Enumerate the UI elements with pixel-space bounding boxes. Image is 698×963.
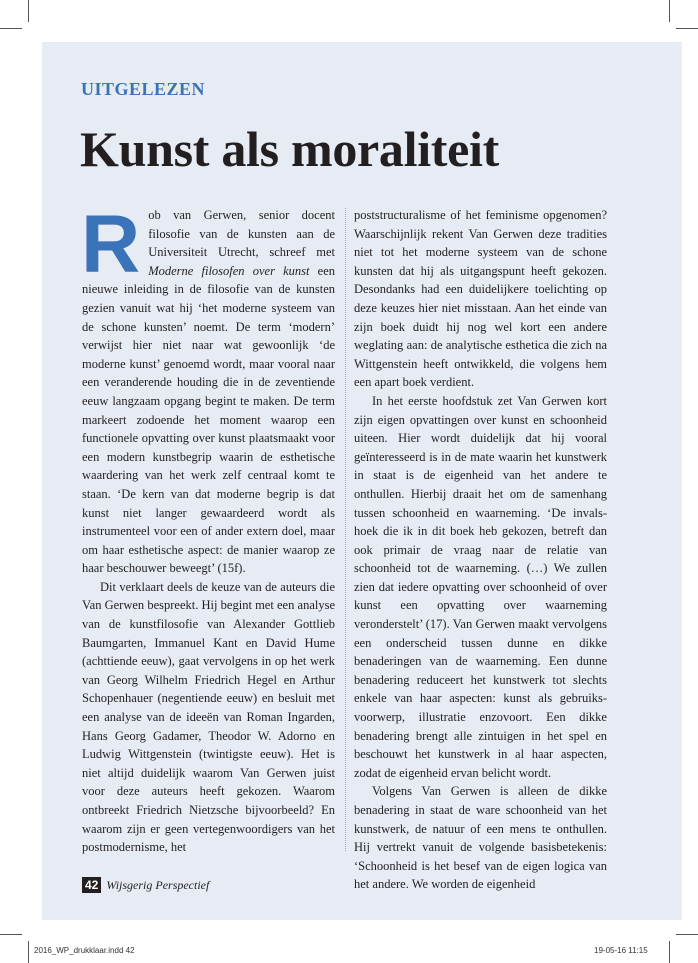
paragraph-text: ob van Gerwen, senior docent filosofie van de kunsten aan de Universiteit Utrecht, schreef met [148,208,335,260]
page-panel [42,42,682,920]
paragraph-text: een nieuwe inleiding in de filosofie van de kunsten gezien vanuit wat hij ‘het moderne systeem van de schone kunsten’ noemt. De term ‘modern’ verwijst hier niet naar wat gewoonlijk ‘de moderne kunst’ genoemd wordt, maar vooral naar een veranderende houding die in de zeventiende eeuw langzaam opgang begint te maken. De term markeert zodoende het moment waarop een functionele opvatting over kunst plaatsmaakt voor een modern kunstbegrip waarin de esthetische waardering van het werk zelf centraal komt te staan. ‘De kern van dat moderne begrip is dat kunst niet langer gewaardeerd wordt als instrumenteel voor een of ander extern doel, maar om haar esthetische aspect: de manier waarop ze haar beschouwer beweegt’ (15f). [82,263,335,576]
crop-mark [676,28,698,29]
crop-mark [669,941,670,963]
paragraph: Volgens Van Gerwen is alleen de dikke benadering in staat de ware schoonheid van het kunstwerk, de natuur of een mens te onthullen. Hij vertrekt vanuit de volgende basisbetekenis: ‘Schoonheid is het besef van de eigen logica van het andere. We worden de eigenheid [354,784,607,892]
page-footer [82,877,209,893]
crop-mark [0,934,22,935]
paragraph: poststructuralisme of het feminisme opgenomen? Waarschijnlijk rekent Van Gerwen deze tradities niet tot het moderne systeem van de schone kunsten dat hij als uitgangspunt heeft gekozen. Desondanks had een duidelijkere toelichting op deze keuzes hier niet misstaan. Aan het einde van zijn boek duidt hij nog wel kort een andere weglating aan: de analytische esthetica die zich na Wittgenstein heeft ontwikkeld, die volgens hem een apart boek verdient. [354,208,607,390]
print-slug-file: 2016_WP_drukklaar.indd 42 [34,946,135,955]
article-title: Kunst als moraliteit [80,121,499,177]
crop-mark [28,0,29,22]
crop-mark [0,28,22,29]
text-column-left [81,199,335,857]
page-number: 42 [82,877,101,893]
book-title: Moderne filosofen over kunst [148,263,310,278]
paragraph: Dit verklaart deels de keuze van de auteurs die Van Gerwen bespreekt. Hij begint met een analyse van de kunstfilosofie van Alexander Gottlieb Baumgarten, Immanuel Kant en David Hume (achttiende eeuw), gaat vervolgens in op het werk van Georg Wilhelm Friedrich Hegel en Arthur Schopenhauer (negentiende eeuw) en besluit met een analyse van de ideeën van Roman Ingarden, Hans Georg Gadamer, Theodor W. Adorno en Ludwig Wittgenstein (twintigste eeuw). Het is niet altijd duidelijk waarom Van Gerwen juist voor deze auteurs heeft gekozen. Waarom ontbreekt Friedrich Nietzsche bijvoorbeeld? En waarom zijn er geen vertegenwoordigers van het postmodernisme, het [82,579,335,855]
journal-name: Wijsgerig Perspectief [106,877,210,892]
print-slug-timestamp: 19-05-16 11:15 [594,946,648,955]
text-column-right [354,206,607,894]
paragraph [81,199,335,578]
crop-mark [28,941,29,963]
column-divider [345,208,346,851]
section-label: UITGELEZEN [81,79,206,99]
paragraph: In het eerste hoofdstuk zet Van Gerwen kort zijn eigen opvattingen over kunst en schoonheid uiteen. Hier wordt duidelijk dat hij vooral geïnteresseerd is in de mate waarin het kunstwerk in staat is de eigenheid van het andere te onthullen. Hierbij draait het om de samenhang tussen schoonheid en waarneming. ‘De invalshoek die ik in dit boek heb gekozen, betreft dan ook primair de vraag naar de relatie van schoonheid tot de waarneming. (…) We zullen zien dat iedere opvatting over schoonheid of over kunst een opvatting over waarneming veronderstelt’ (17). Van Gerwen maakt vervolgens een onderscheid tussen dunne en dikke benaderingen van de waarneming. Een dunne benadering reduceert het kunstwerk tot slechts enkele van haar aspecten: kunst als gebruiksvoorwerp, illustratie enzovoort. Een dikke benadering brengt alle zintuigen in het spel en beschouwt het kunstwerk in al haar aspecten, zodat de eigenheid ervan belicht wordt. [354,393,607,780]
crop-mark [669,0,670,22]
crop-mark [676,934,698,935]
drop-cap: R [81,199,141,290]
